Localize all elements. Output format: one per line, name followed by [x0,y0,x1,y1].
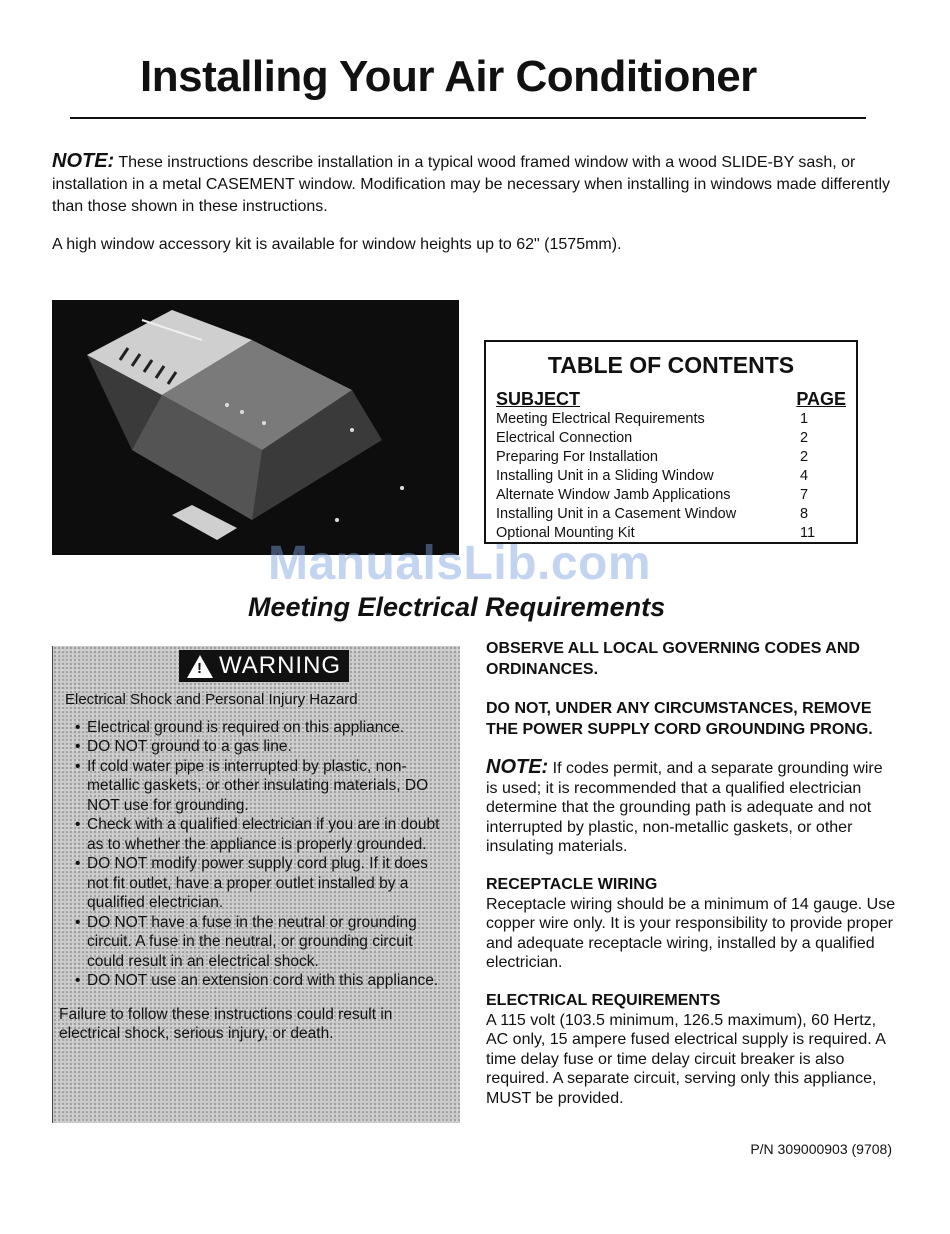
toc-page: 11 [800,525,816,541]
hazard-title: Electrical Shock and Personal Injury Hazard [65,690,358,708]
toc-page: 2 [800,449,809,465]
note-label: NOTE: [52,150,115,172]
warning-item: • DO NOT use an extension cord with this appliance. [77,971,452,991]
warning-item: • DO NOT have a fuse in the neutral or grounding circuit. A fuse in the neutral, or grounding circuit could result in an electrical shock. [77,913,452,972]
warning-list [61,718,452,991]
warning-item: • Electrical ground is required on this appliance. [77,718,452,738]
observe-codes: OBSERVE ALL LOCAL GOVERNING CODES AND ORDINANCES. [486,640,860,678]
title-rule [70,117,866,119]
note-label: NOTE: [486,756,549,778]
toc-row [496,505,846,524]
toc-row [496,410,846,429]
warning-box [52,646,460,1123]
toc-page: 4 [800,468,809,484]
grounding-note-text: If codes permit, and a separate grounding wire is used; it is recommended that a qualified electrician determine that the grounding path is adequate and not interrupted by plastic, non-metallic gaskets, or other insulating materials. [486,760,883,855]
warning-badge [179,650,349,682]
toc-subject: Electrical Connection [496,430,633,446]
watermark: ManualsLib.com [268,537,652,590]
warning-item: • If cold water pipe is interrupted by plastic, non-metallic gaskets, or other insulating materials, DO NOT use for grounding. [77,757,452,816]
toc-row [496,467,846,486]
toc-page: 7 [800,487,809,503]
toc-subject: Meeting Electrical Requirements [496,411,705,427]
toc-page: 2 [800,430,809,446]
toc-row [496,429,846,448]
electrical-requirements-text: A 115 volt (103.5 minimum, 126.5 maximum), 60 Hertz, AC only, 15 ampere fused electrical supply is required. A time delay fuse or time delay circuit breaker is also required. A separate circuit, serving only this appliance, MUST be provided. [486,1011,886,1107]
warning-icon: ! [187,655,213,678]
do-not-remove-prong: DO NOT, UNDER ANY CIRCUMSTANCES, REMOVE THE POWER SUPPLY CORD GROUNDING PRONG. [486,700,873,738]
table-of-contents [484,340,858,544]
intro-note [52,150,902,218]
toc-row [496,486,846,505]
toc-page: 8 [800,506,809,522]
accessory-kit-text: A high window accessory kit is available for window heights up to 62" (1575mm). [52,236,622,253]
warning-item: • DO NOT modify power supply cord plug. If it does not fit outlet, have a proper outlet installed by a qualified electrician. [77,854,452,913]
toc-subject: Installing Unit in a Sliding Window [496,468,714,484]
receptacle-wiring-text: Receptacle wiring should be a minimum of 14 gauge. Use copper wire only. It is your responsibility to provide proper and adequate receptacle wiring, installed by a qualified electrician. [486,895,896,971]
toc-subject: Preparing For Installation [496,449,658,465]
electrical-requirements-heading: ELECTRICAL REQUIREMENTS [486,991,721,1009]
section-title: Meeting Electrical Requirements [248,592,666,622]
toc-row [496,448,846,467]
note-text: These instructions describe installation in a typical wood framed window with a wood SLIDE-BY sash, or installation in a metal CASEMENT window. Modification may be necessary when installing in windows made differently than those shown in these instructions. [52,154,891,215]
warning-footer: Failure to follow these instructions could result in electrical shock, serious injury, or death. [59,1005,393,1042]
toc-subject: Optional Mounting Kit [496,525,635,541]
toc-subject-header: SUBJECT [496,389,581,409]
grounding-note [486,758,896,857]
warning-item: • DO NOT ground to a gas line. [77,737,452,757]
part-number: P/N 309000903 (9708) [750,1141,892,1157]
requirements-column [486,638,896,1126]
toc-header [496,389,846,410]
warning-label: WARNING [219,652,342,679]
toc-title: TABLE OF CONTENTS [547,352,795,378]
receptacle-wiring-heading: RECEPTACLE WIRING [486,875,658,893]
toc-subject: Alternate Window Jamb Applications [496,487,731,503]
air-conditioner-photo [52,300,459,555]
toc-subject: Installing Unit in a Casement Window [496,506,737,522]
toc-page-header: PAGE [796,389,846,409]
toc-page: 1 [800,411,809,427]
page-title: Installing Your Air Conditioner [140,52,757,101]
warning-item: • Check with a qualified electrician if you are in doubt as to whether the appliance is properly grounded. [77,815,452,854]
